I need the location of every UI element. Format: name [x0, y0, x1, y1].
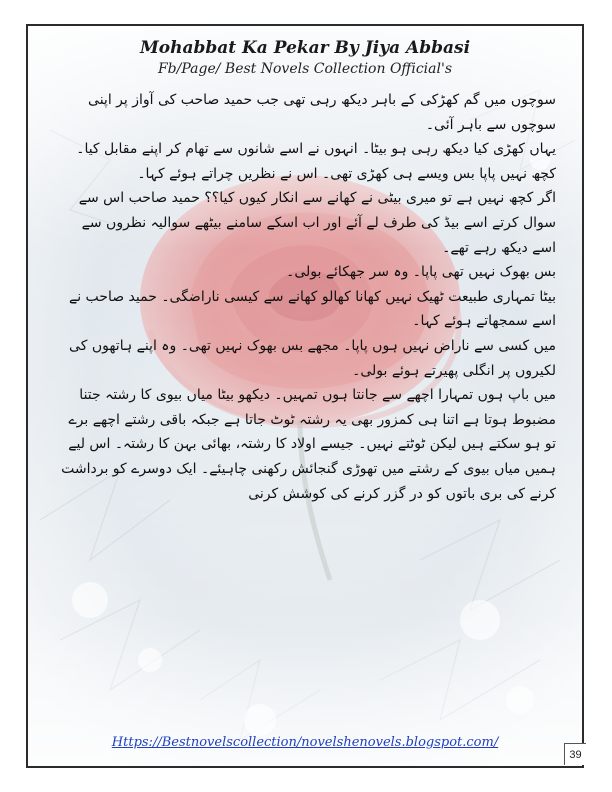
paragraph: میں کسی سے ناراض نہیں ہوں پاپا۔ مجھے بس بھوک نہیں تھی۔ وہ اپنے ہاتھوں کی لکیروں پر انگلی پھیرتے ہوئے بولی۔ — [69, 337, 556, 379]
blog-link[interactable]: Https://Bestnovelscollection/novelshenovels.blogspot.com/ — [111, 735, 499, 750]
story-text — [60, 88, 556, 506]
paragraph: میں باپ ہوں تمہارا اچھے سے جانتا ہوں تمہیں۔ دیکھو بیٹا میاں بیوی کا رشتہ جتنا مضبوط ہوتا ہے اتنا ہی کمزور بھی یہ رشتہ ٹوٹ جاتا ہے جبکہ باقی رشتے اچھے برے تو ہو سکتے ہیں لیکن ٹوٹتے نہیں۔ جیسے اولاد کا رشتہ، بھائی بہن کا رشتہ۔ اس لیے ہمیں میاں بیوی کے رشتے میں تھوڑی گنجائش رکھنی چاہیئے۔ ایک دوسرے کو برداشت کرنے کی بری باتوں کو در گزر کرنے کی کوشش کرنی — [61, 387, 556, 502]
paragraph: سوچوں میں گم کھڑکی کے باہر دیکھ رہی تھی جب حمید صاحب کی آواز پر اپنی سوچوں سے باہر آئی۔ — [88, 92, 556, 133]
paragraph: کچھ نہیں پاپا بس ویسے ہی کھڑی تھی۔ اس نے نظریں چراتے ہوئے کہا۔ — [137, 165, 556, 182]
novel-title: Mohabbat Ka Pekar By Jiya Abbasi — [139, 38, 471, 58]
paragraph: بس بھوک نہیں تھی پاپا۔ وہ سر جھکائے بولی۔ — [286, 264, 556, 281]
paragraph: اگر کچھ نہیں ہے تو میری بیٹی نے کھانے سے انکار کیوں کیا؟؟ حمید صاحب اس سے سوال کرتے اسے بیڈ کی طرف لے آئے اور اب اسکے سامنے بیٹھے سوالیہ نظروں سے اسے دیکھ رہے تھے۔ — [78, 190, 556, 256]
source-credit: Fb/Page/ Best Novels Collection Official's — [157, 61, 453, 77]
paragraph: بیٹا تمہاری طبیعت ٹھیک نہیں کھانا کھالو کھانے سے کیسی ناراضگی۔ حمید صاحب نے اسے سمجھاتے ہوئے کہا۔ — [69, 288, 556, 330]
page-number: 39 — [564, 743, 586, 765]
paragraph: یہاں کھڑی کیا دیکھ رہی ہو بیٹا۔ انہوں نے اسے شانوں سے تھام کر اپنے مقابل کیا۔ — [76, 141, 556, 158]
